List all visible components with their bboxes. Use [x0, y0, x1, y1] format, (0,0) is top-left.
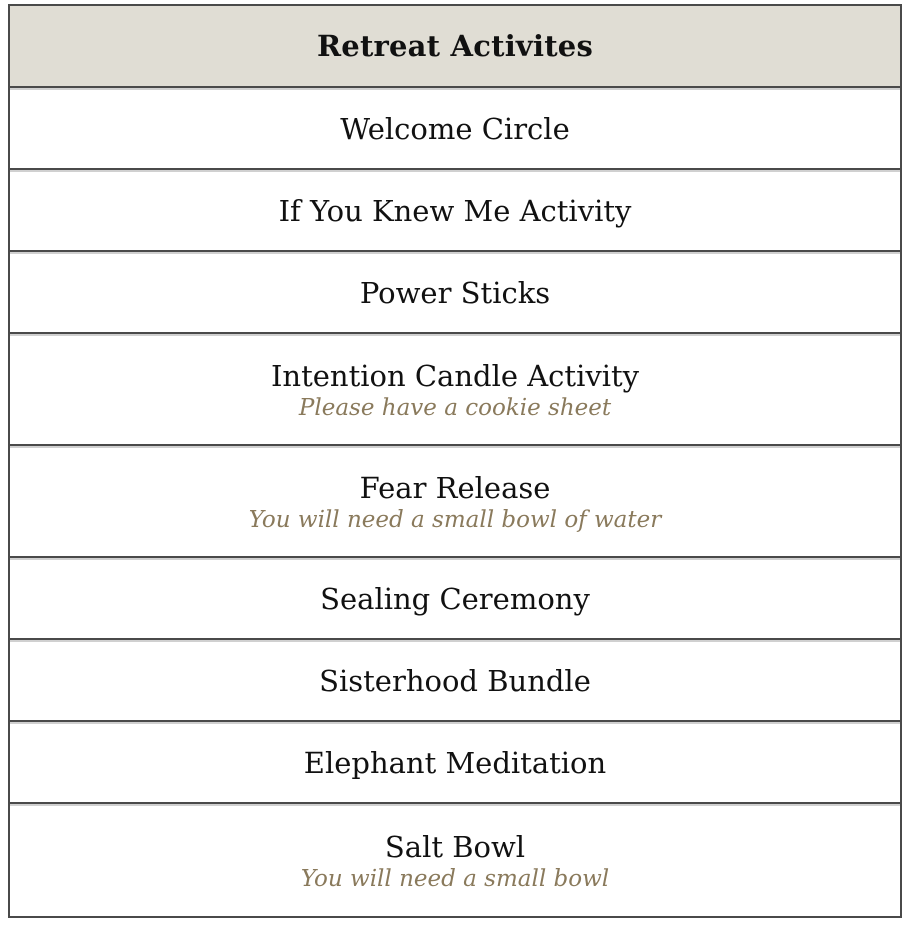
- activity-title: Elephant Meditation: [303, 746, 607, 780]
- activity-title: Power Sticks: [359, 276, 551, 310]
- activity-title: Intention Candle Activity: [270, 359, 640, 393]
- activity-title: Sealing Ceremony: [320, 582, 590, 616]
- activity-title: Sisterhood Bundle: [319, 664, 591, 698]
- activity-note: You will need a small bowl of water: [248, 507, 662, 533]
- activity-title: Salt Bowl: [384, 830, 526, 864]
- table-row-if-you-knew-me: [10, 170, 900, 252]
- table-row-fear-release: [10, 446, 900, 558]
- table-row-sealing-ceremony: [10, 558, 900, 640]
- table-row-power-sticks: [10, 252, 900, 334]
- activity-title: Fear Release: [359, 471, 551, 505]
- activity-note: Please have a cookie sheet: [298, 395, 612, 421]
- activity-note: You will need a small bowl: [300, 866, 610, 892]
- table-row-intention-candle: [10, 334, 900, 446]
- table-row-salt-bowl: [10, 804, 900, 916]
- table-row-elephant-meditation: [10, 722, 900, 804]
- activities-table: [8, 4, 902, 918]
- activity-title: Welcome Circle: [340, 112, 570, 146]
- table-row-welcome-circle: [10, 88, 900, 170]
- table-header: [10, 6, 900, 88]
- table-header-title: Retreat Activites: [317, 29, 593, 63]
- activity-title: If You Knew Me Activity: [278, 194, 632, 228]
- table-row-sisterhood-bundle: [10, 640, 900, 722]
